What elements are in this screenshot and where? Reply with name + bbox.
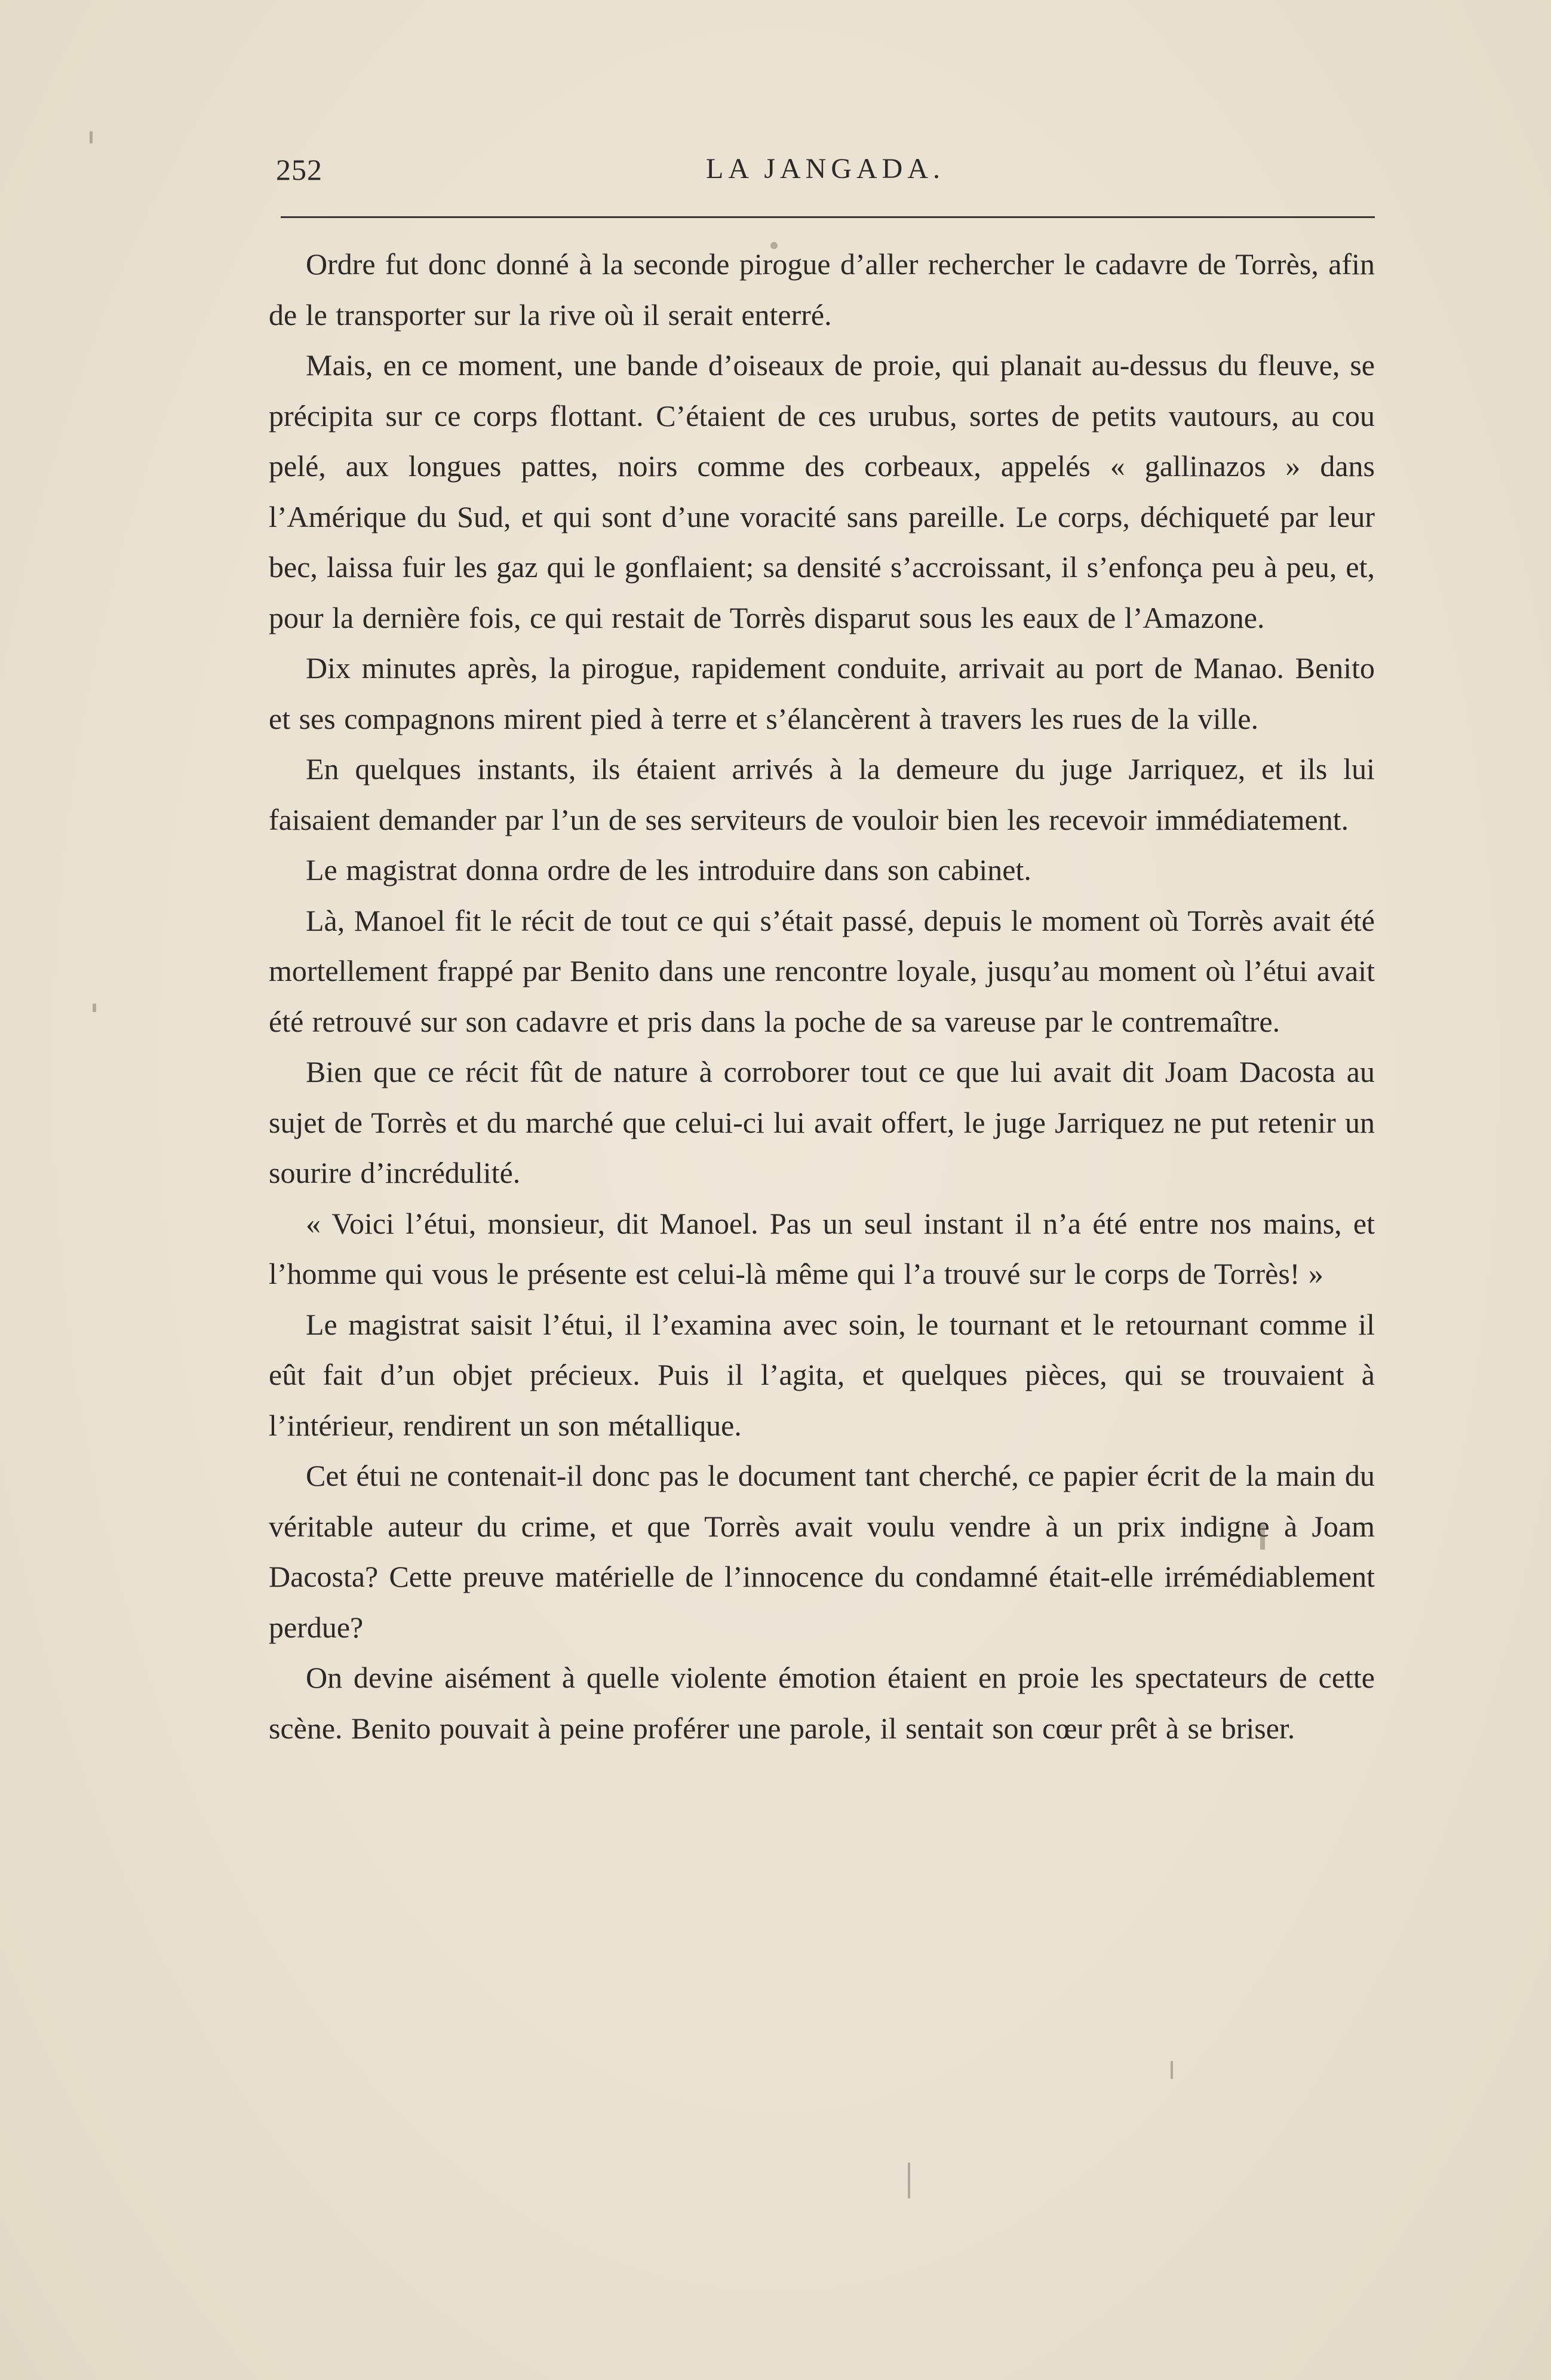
paragraph: Le magistrat saisit l’étui, il l’examina avec soin, le tournant et le retournant comme il eût fait d’un objet précieux. Puis il l’agita, et quelques pièces, qui se trouvaient à l’intérieur, rendirent un son métallique. bbox=[269, 1307, 1375, 1442]
paragraph: Dix minutes après, la pirogue, rapidement conduite, arrivait au port de Manao. Benito et ses compagnons mirent pied à terre et s’élancèrent à travers les rues de la ville. bbox=[269, 651, 1375, 735]
paragraph: Le magistrat donna ordre de les introduire dans son cabinet. bbox=[306, 853, 1031, 887]
paper-speck bbox=[1171, 2061, 1173, 2079]
page-number: 252 bbox=[276, 153, 323, 186]
header-rule bbox=[281, 216, 1375, 218]
page-header bbox=[276, 152, 1375, 194]
paper-speck bbox=[93, 1004, 96, 1012]
paragraph: Ordre fut donc donné à la seconde pirogue d’aller rechercher le cadavre de Torrès, afin de le transporter sur la rive où il serait enterré. bbox=[269, 247, 1375, 332]
running-title: LA JANGADA. bbox=[706, 153, 945, 185]
paper-speck bbox=[90, 131, 93, 143]
paragraph: Mais, en ce moment, une bande d’oiseaux de proie, qui planait au-dessus du fleuve, se précipita sur ce corps flottant. C’étaient de ces urubus, sortes de petits vautours, au cou pelé, aux longues pattes, noirs comme des corbeaux, appelés « gallinazos » dans l’Amérique du Sud, et qui sont d’une voracité sans pareille. Le corps, déchiqueté par leur bec, laissa fuir les gaz qui le gonflaient; sa densité s’accroissant, il s’enfonça peu à peu, et, pour la dernière fois, ce qui restait de Torrès disparut sous les eaux de l’Amazone. bbox=[269, 348, 1375, 634]
paper-speck bbox=[1260, 1523, 1265, 1550]
body-text bbox=[269, 239, 1375, 1753]
paragraph: On devine aisément à quelle violente émotion étaient en proie les spectateurs de cette scène. Benito pouvait à peine proférer une parole, il sentait son cœur prêt à se briser. bbox=[269, 1661, 1375, 1745]
paragraph: « Voici l’étui, monsieur, dit Manoel. Pas un seul instant il n’a été entre nos mains, et l’homme qui vous le présente est celui-là même qui l’a trouvé sur le corps de Torrès! » bbox=[269, 1206, 1375, 1290]
paragraph: Là, Manoel fit le récit de tout ce qui s’était passé, depuis le moment où Torrès avait été mortellement frappé par Benito dans une rencontre loyale, jusqu’au moment où l’étui avait été retrouvé sur son cadavre et pris dans la poche de sa vareuse par le contremaître. bbox=[269, 903, 1375, 1038]
paragraph: Cet étui ne contenait-il donc pas le document tant cherché, ce papier écrit de la main du véritable auteur du crime, et que Torrès avait voulu vendre à un prix indigne à Joam Dacosta? Cette preuve matérielle de l’innocence du condamné était-elle irrémédiablement perdue? bbox=[269, 1459, 1375, 1644]
paper-speck bbox=[770, 242, 778, 249]
paper-speck bbox=[908, 2163, 910, 2198]
paragraph: En quelques instants, ils étaient arrivés à la demeure du juge Jarriquez, et ils lui faisaient demander par l’un de ses serviteurs de vouloir bien les recevoir immédiatement. bbox=[269, 752, 1375, 836]
paragraph: Bien que ce récit fût de nature à corroborer tout ce que lui avait dit Joam Dacosta au sujet de Torrès et du marché que celui-ci lui avait offert, le juge Jarriquez ne put retenir un sourire d’incrédulité. bbox=[269, 1055, 1375, 1189]
